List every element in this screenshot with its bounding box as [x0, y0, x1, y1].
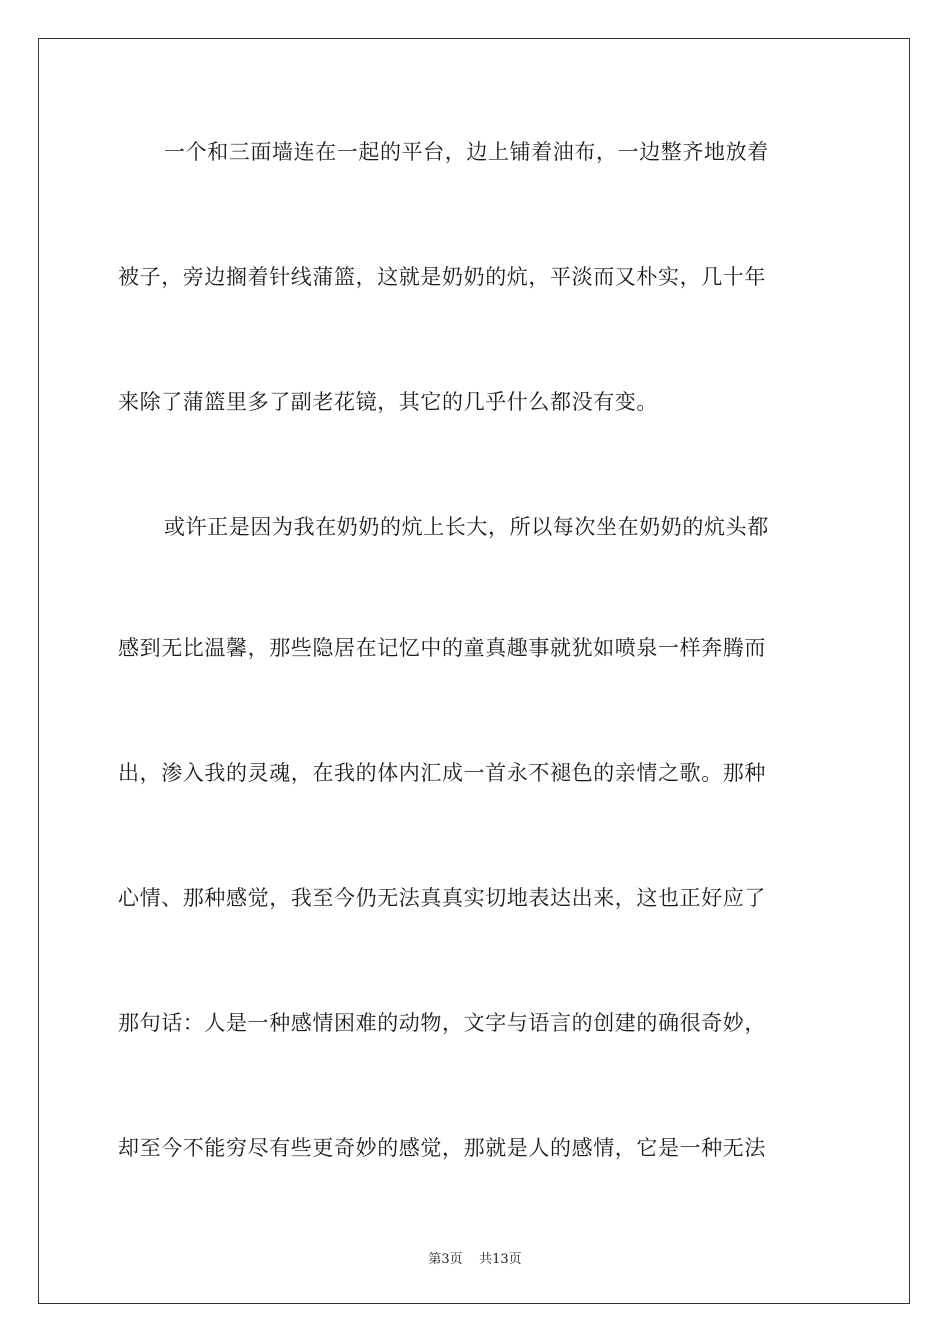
paragraph-line: 出，渗入我的灵魂，在我的体内汇成一首永不褪色的亲情之歌。那种	[118, 761, 766, 785]
paragraph-line: 心情、那种感觉，我至今仍无法真真实切地表达出来，这也正好应了	[118, 886, 766, 910]
page-number: 第3页	[428, 1252, 463, 1267]
paragraph-line: 被子，旁边搁着针线蒲篮，这就是奶奶的炕，平淡而又朴实，几十年	[118, 265, 766, 289]
paragraph-line: 或许正是因为我在奶奶的炕上长大，所以每次坐在奶奶的炕头都	[164, 515, 769, 539]
paragraph-line: 那句话：人是一种感情困难的动物，文字与语言的创建的确很奇妙，	[118, 1011, 766, 1035]
page-total: 共13页	[479, 1252, 522, 1267]
paragraph-line: 却至今不能穷尽有些更奇妙的感觉，那就是人的感情，它是一种无法	[118, 1136, 766, 1160]
page-border	[38, 38, 910, 1304]
paragraph-line: 一个和三面墙连在一起的平台，边上铺着油布，一边整齐地放着	[164, 140, 769, 164]
paragraph-line: 感到无比温馨，那些隐居在记忆中的童真趣事就犹如喷泉一样奔腾而	[118, 636, 766, 660]
page-footer	[0, 1248, 950, 1267]
paragraph-line: 来除了蒲篮里多了副老花镜，其它的几乎什么都没有变。	[118, 390, 658, 414]
